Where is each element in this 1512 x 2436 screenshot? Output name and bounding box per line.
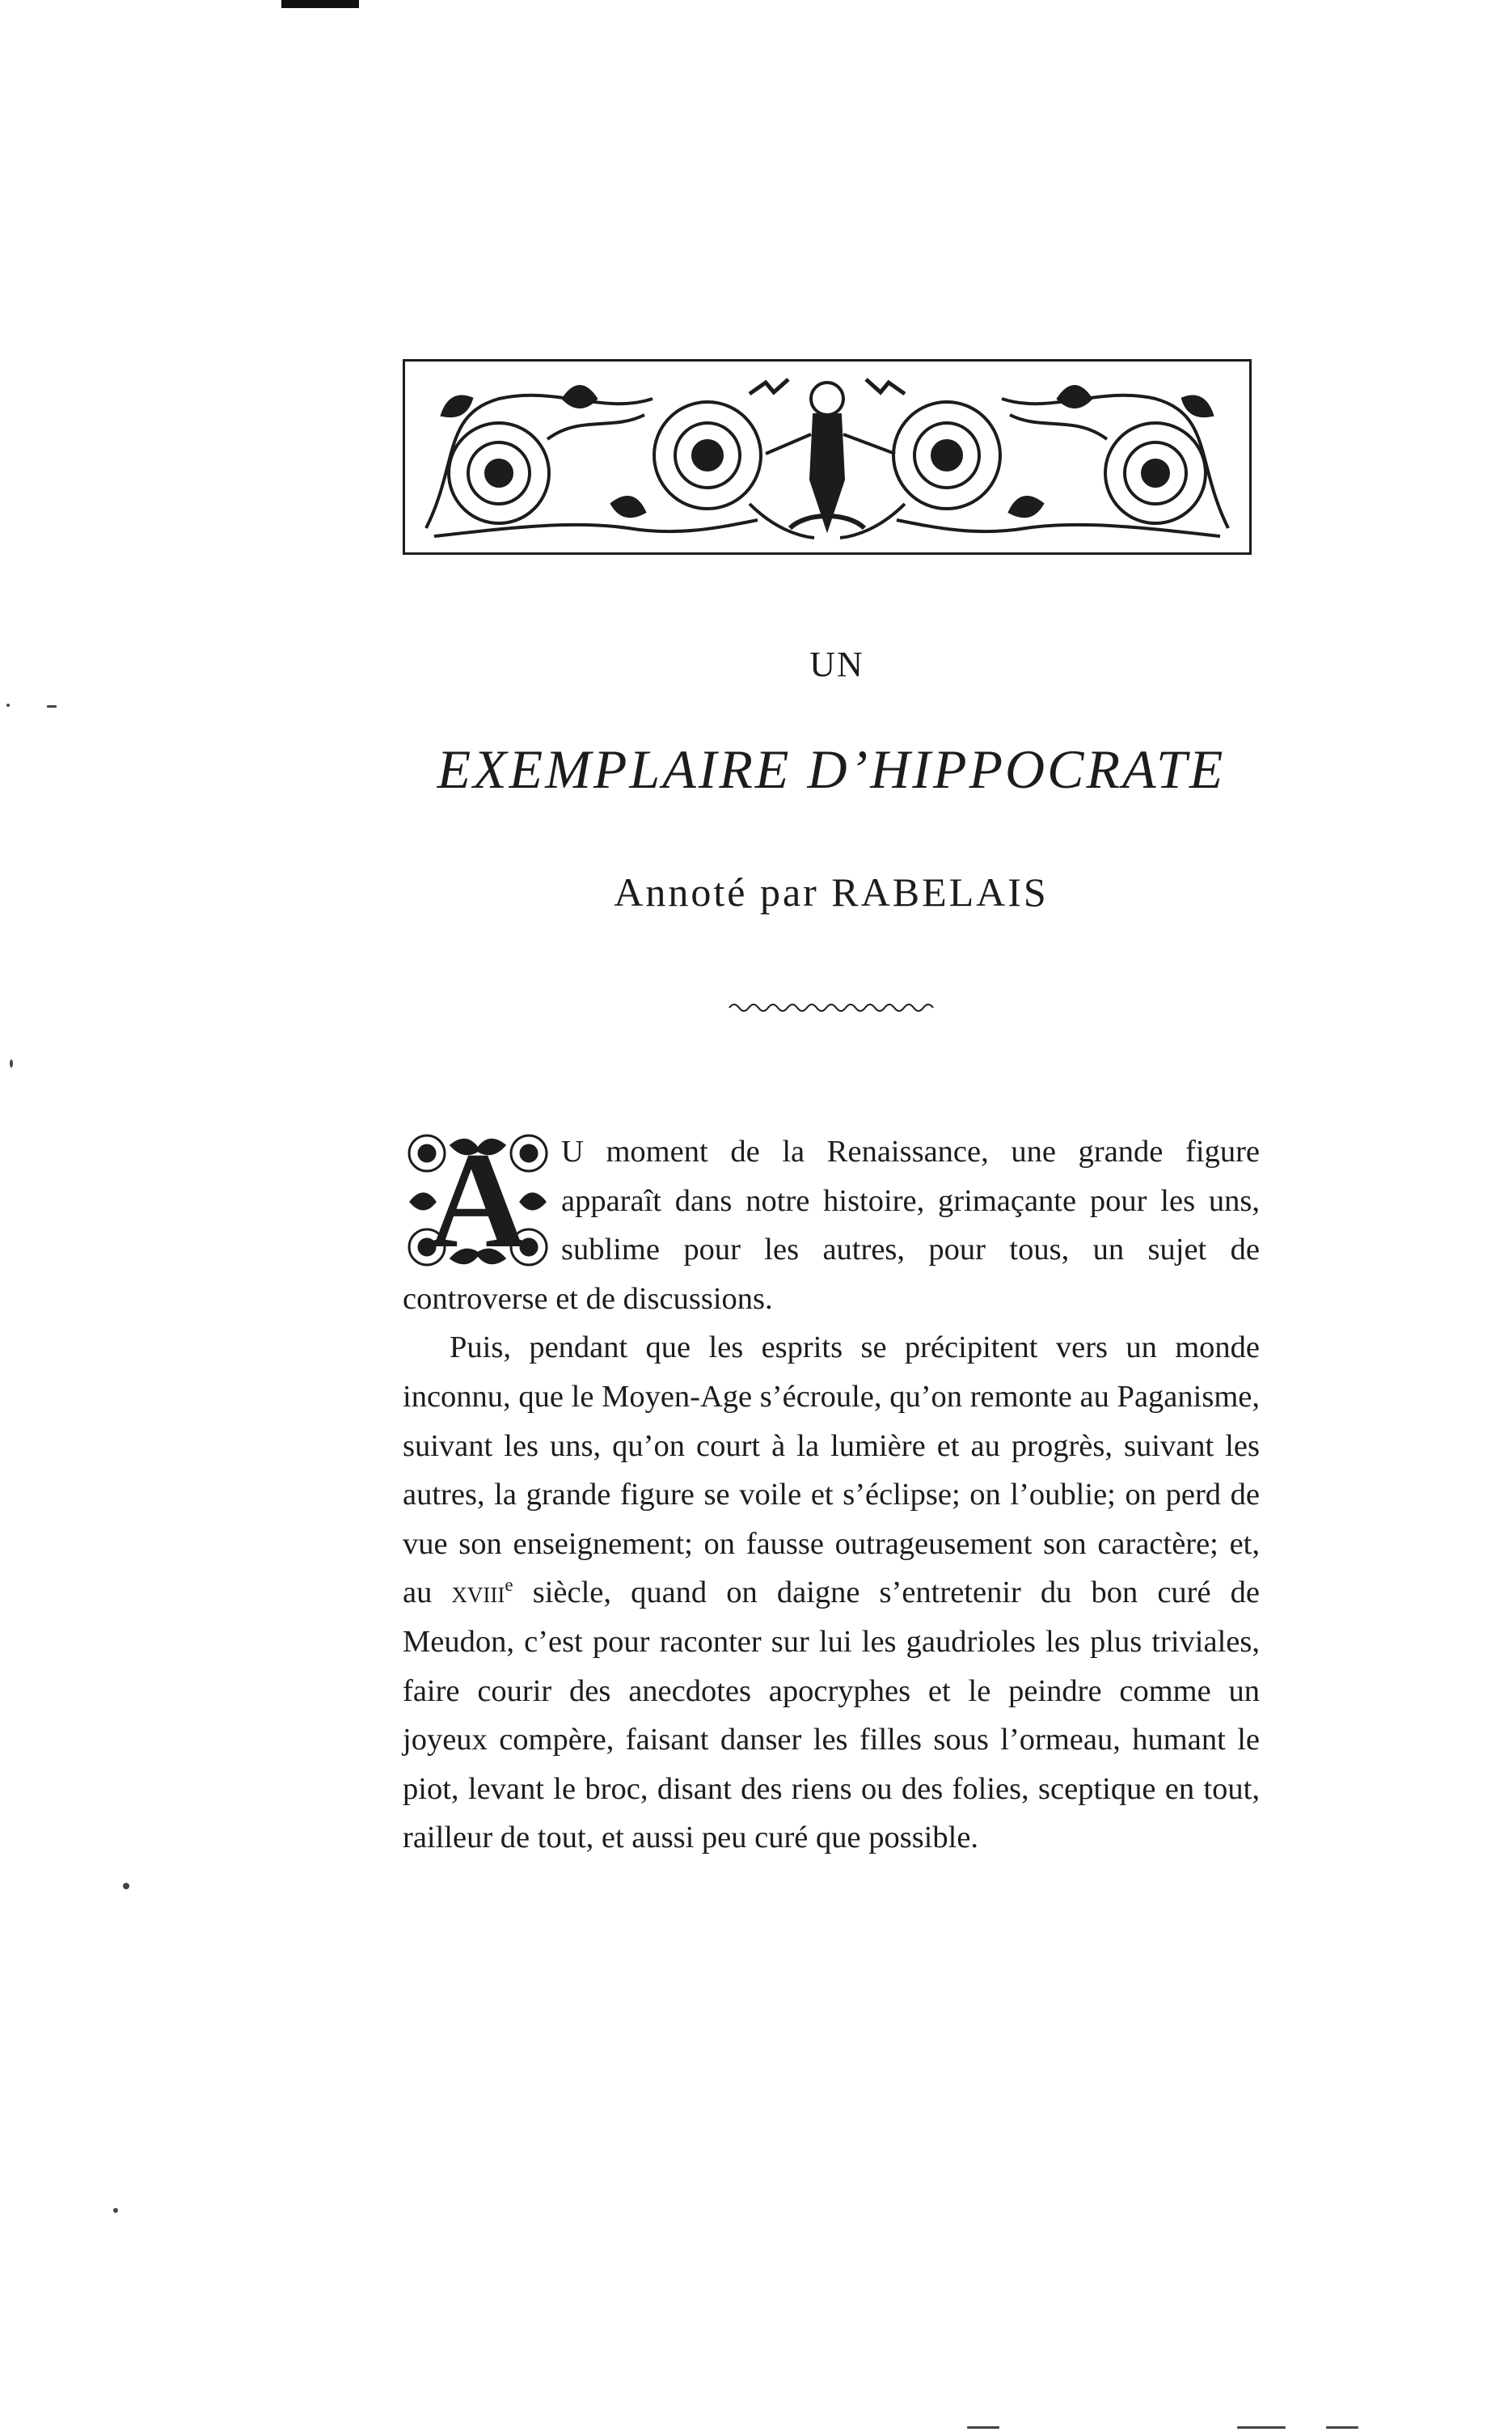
wavy-separator-icon — [728, 1000, 938, 1016]
body-text — [403, 1124, 1260, 1863]
ink-speck — [10, 1059, 13, 1068]
headpiece-ornament — [403, 359, 1252, 555]
ink-speck — [1326, 2426, 1358, 2429]
ink-speck — [47, 705, 57, 708]
paragraph-2-text-start: Puis, pendant que les esprits se précipitent vers un monde inconnu, que le Moyen-Age s’écroule, qu’on remonte au Paganisme, suivant les uns, qu’on court à la lumière et au progrès, suivant les autres, la grande figure se voile et s’éclipse; on l’oublie; on perd de vue son enseignement; on fausse outrageusement son caractère; et, au — [403, 1330, 1260, 1610]
ink-speck — [113, 2208, 118, 2213]
print-blot — [281, 0, 359, 8]
paragraph-2 — [403, 1323, 1260, 1863]
document-subtitle: Annoté par RABELAIS — [614, 869, 1049, 915]
heading-prefix: UN — [809, 645, 864, 684]
ink-speck — [123, 1883, 129, 1889]
ink-speck — [6, 704, 10, 707]
dropcap — [403, 1124, 553, 1276]
ink-speck — [967, 2426, 999, 2429]
paragraph-1 — [403, 1124, 1260, 1323]
paragraph-2-text-end: siècle, quand on daigne s’entretenir du bon curé de Meudon, c’est pour raconter sur lui les gaudrioles les plus triviales, faire courir des anecdotes apocryphes et le peindre comme un joyeux compère, faisant danser les filles sous l’ormeau, humant le piot, levant le broc, disant des riens ou des folies, sceptique en tout, railleur de tout, et aussi peu curé que possible. — [403, 1575, 1260, 1855]
ink-speck — [1237, 2426, 1286, 2429]
paragraph-1-text: U moment de la Renaissance, une grande figure apparaît dans notre histoire, grimaçante pour les uns, sublime pour les autres, pour tous, un sujet de controverse et de discussions. — [403, 1135, 1260, 1316]
document-title: EXEMPLAIRE D’HIPPOCRATE — [437, 738, 1226, 800]
century-suffix: e — [505, 1574, 513, 1596]
foliate-scroll-icon — [410, 366, 1244, 548]
dropcap-letter: A — [428, 1124, 528, 1276]
century-roman-numeral: xviii — [451, 1575, 505, 1610]
